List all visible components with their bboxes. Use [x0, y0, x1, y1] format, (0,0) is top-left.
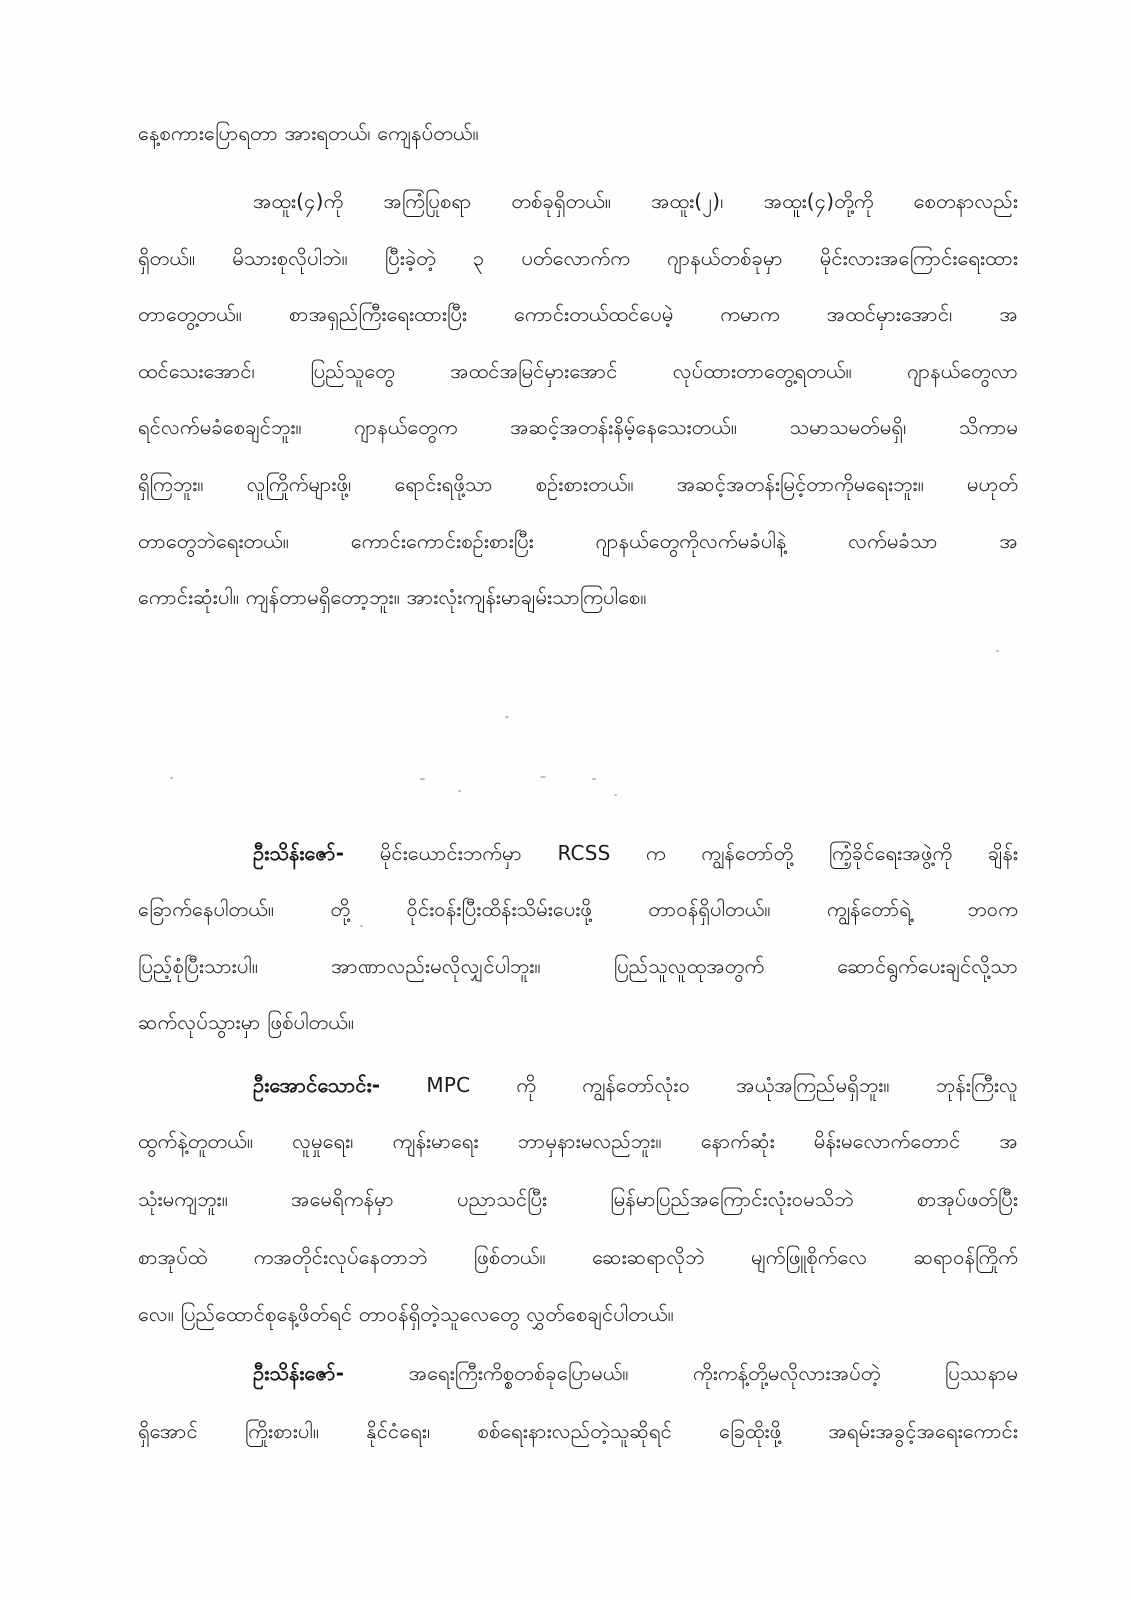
paragraph-3-line-3: ပြည့်စုံပြီးသားပါ။ အာဏာလည်းမလိုလျှင်ပါဘူး။ ပြည်သူလူထုအတွက် ဆောင်ရွက်ပေးချင်လို့သာ	[138, 954, 1018, 978]
paragraph-3-line-2: ခြောက်နေပါတယ်။ တို့ ဝိုင်းဝန်းပြီးထိန်းသိမ်းပေးဖို့ တာဝန်ရှိပါတယ်။ ကျွန်တော်ရဲ့ ဘဝက	[138, 897, 1018, 921]
scan-speck	[614, 794, 617, 796]
paragraph-3-line-4: ဆက်လုပ်သွားမှာ ဖြစ်ပါတယ်။	[138, 1010, 355, 1034]
paragraph-4-line-5: လေ။ ပြည်ထောင်စုနေ့ဖိတ်ရင် တာဝန်ရှိတဲ့သူလေတွေ လွှတ်စေချင်ပါတယ်။	[138, 1302, 674, 1326]
paragraph-2-line-2: ရှိတယ်။ မိသားစုလိုပါဘဲ။ ပြီးခဲ့တဲ့ ၃ ပတ်လောက်က ဂျာနယ်တစ်ခုမှာ မိုင်းလားအကြောင်းရေးထား	[138, 246, 1018, 270]
scan-speck	[505, 716, 509, 718]
paragraph-5-line-2: ရှိအောင် ကြိုးစားပါ။ နိုင်ငံရေး၊ စစ်ရေးနားလည်တဲ့သူဆိုရင် ခြေထိုးဖို့ အရမ်းအခွင့်အရေးကောင်း	[138, 1419, 1018, 1443]
speaker-name: ဦးသိန်းဇော်-	[253, 841, 345, 865]
scan-speck	[592, 778, 596, 780]
speaker-name: ဦးသိန်းဇော်-	[253, 1361, 345, 1385]
paragraph-4-line-1-text: MPC ကို ကျွန်တော်လုံးဝ အယုံအကြည်မရှိဘူး။ ဘုန်းကြီးလူ	[426, 1073, 1018, 1097]
paragraph-3-line-1	[253, 830, 1018, 876]
scan-speck	[540, 776, 546, 778]
paragraph-2-line-6: ရှိကြဘူး။ လူကြိုက်များဖို့၊ ရောင်းရဖို့သာ စဉ်းစားတယ်။ အဆင့်အတန်းမြင့်တာကိုမရေးဘူး။ မဟုတ်	[138, 472, 1018, 496]
paragraph-2-line-8: ကောင်းဆုံးပါ။ ကျန်တာမရှိတော့ဘူး။ အားလုံးကျန်းမာချမ်းသာကြပါစေ။	[138, 585, 647, 609]
scan-speck	[170, 777, 173, 779]
paragraph-2-line-5: ရင်လက်မခံစေချင်ဘူး။ ဂျာနယ်တွေက အဆင့်အတန်းနိမ့်နေသေးတယ်။ သမာသမတ်မရှိ၊ သိကာမ	[138, 415, 1018, 439]
paragraph-4-line-4: စာအုပ်ထဲ ကအတိုင်းလုပ်နေတာဘဲ ဖြစ်တယ်။ ဆေးဆရာလိုဘဲ မျက်ဖြူစိုက်လေ ဆရာဝန်ကြိုက်	[138, 1245, 1018, 1269]
paragraph-3-line-1-text: မိုင်းယောင်းဘက်မှာ RCSS က ကျွန်တော်တို့ ကြံ့ခိုင်ရေးအဖွဲ့ကို ချိန်း	[379, 841, 1018, 865]
paragraph-5-line-1-text: အရေးကြီးကိစ္စတစ်ခုပြောမယ်။ ကိုးကန့်တို့မလိုလားအပ်တဲ့ ပြဿနာမ	[408, 1361, 1018, 1385]
paragraph-5-line-1	[253, 1350, 1018, 1396]
paragraph-1-line-1: နေ့စကားပြောရတာ အားရတယ်၊ ကျေနပ်တယ်။	[138, 121, 479, 145]
paragraph-2-line-7: တာတွေဘဲရေးတယ်။ ကောင်းကောင်းစဉ်းစားပြီး ဂျာနယ်တွေကိုလက်မခံပါနဲ့ လက်မခံသာ အ	[138, 529, 1018, 553]
paragraph-2-line-4: ထင်သေးအောင်၊ ပြည်သူတွေ အထင်အမြင်မှားအောင် လုပ်ထားတာတွေ့ရတယ်။ ဂျာနယ်တွေလာ	[138, 359, 1018, 383]
scan-speck	[996, 650, 999, 652]
speaker-name: ဦးအောင်သောင်း-	[253, 1073, 381, 1097]
paragraph-2-line-1: အထူး(၄)ကို အကြံပြုစရာ တစ်ခုရှိတယ်။ အထူး(၂)၊ အထူး(၄)တို့ကို စေတနာလည်း	[253, 189, 1018, 213]
scan-speck	[420, 778, 425, 780]
paragraph-2-line-3: တာတွေ့တယ်။ စာအရှည်ကြီးရေးထားပြီး ကောင်းတယ်ထင်ပေမဲ့ ကမာက အထင်မှားအောင်၊ အ	[138, 302, 1018, 326]
paragraph-4-line-1	[253, 1062, 1018, 1108]
scan-speck	[458, 790, 461, 792]
paragraph-4-line-2: ထွက်နဲ့တူတယ်။ လူမှုရေး၊ ကျန်းမာရေး ဘာမှနားမလည်ဘူး။ နောက်ဆုံး မိန်းမလောက်တောင် အ	[138, 1129, 1018, 1153]
paragraph-4-line-3: သုံးမကျဘူး။ အမေရိကန်မှာ ပညာသင်ပြီး မြန်မာပြည်အကြောင်းလုံးဝမသိဘဲ စာအုပ်ဖတ်ပြီး	[138, 1187, 1018, 1211]
